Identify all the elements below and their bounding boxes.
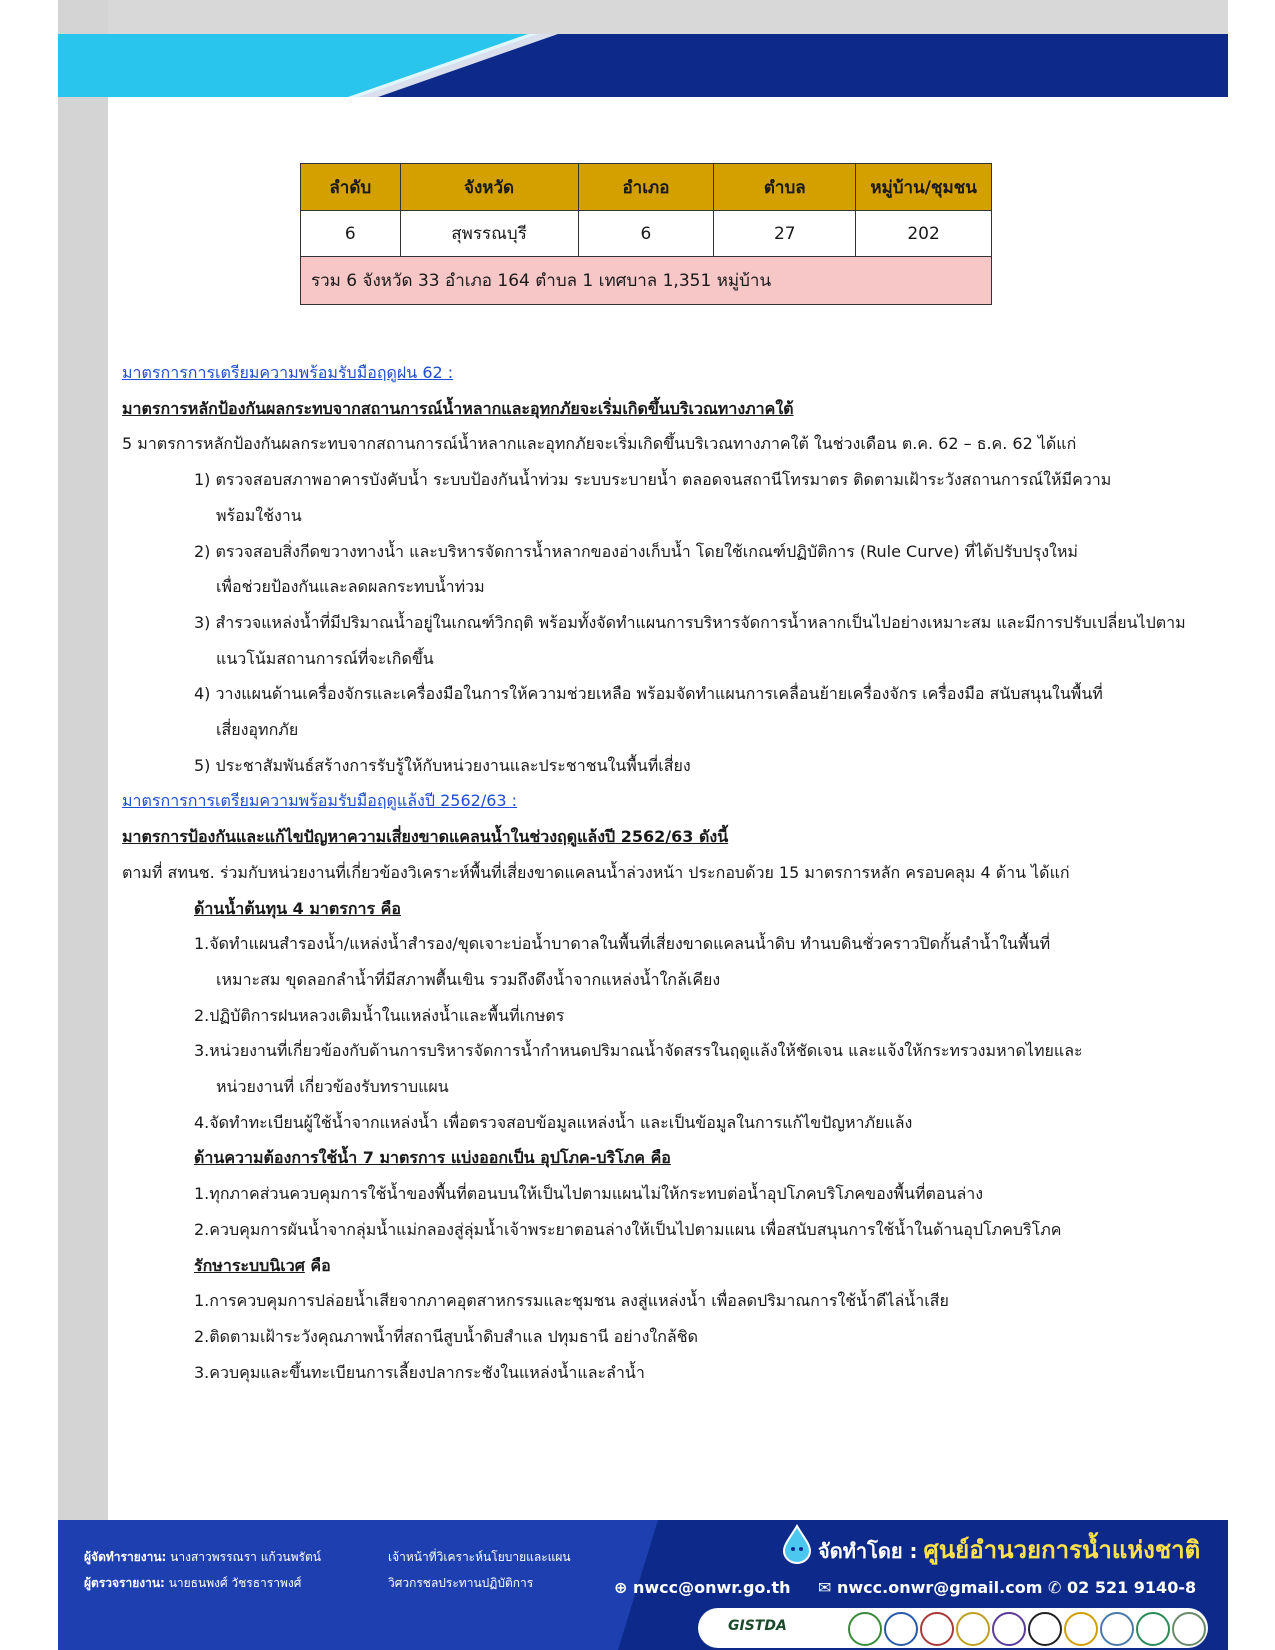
dry-group-2-item-1: 1.ทุกภาคส่วนควบคุมการใช้น้ำของพื้นที่ตอนบนให้เป็นไปตามแผนไม่ให้กระทบต่อน้ำอุปโภคบริโภคของพื้นที่ตอนล่าง	[194, 1184, 984, 1204]
col-header-subdistrict: ตำบล	[714, 164, 856, 211]
partner-logo-5	[992, 1612, 1026, 1646]
dry-group-2-title: ด้านความต้องการใช้น้ำ 7 มาตรการ แบ่งออกเป็น อุปโภค-บริโภค คือ	[194, 1148, 671, 1168]
mail-icon: ✉	[818, 1578, 832, 1597]
cell-subdistrict: 27	[714, 211, 856, 257]
left-gray-margin	[58, 0, 108, 1650]
cell-order: 6	[301, 211, 401, 257]
rainy-intro: 5 มาตรการหลักป้องกันผลกระทบจากสถานการณ์น้ำหลากและอุทกภัยจะเริ่มเกิดขึ้นบริเวณทางภาคใต้ ในช่วงเดือน ต.ค. 62 – ธ.ค. 62 ได้แก่	[122, 434, 1077, 454]
checker-role: วิศวกรชลประทานปฏิบัติการ	[388, 1576, 534, 1590]
table-row	[301, 211, 992, 257]
cell-total: รวม 6 จังหวัด 33 อำเภอ 164 ตำบล 1 เทศบาล 1,351 หมู่บ้าน	[301, 257, 992, 305]
rainy-item-1: 1) ตรวจสอบสภาพอาคารบังคับน้ำ ระบบป้องกันน้ำท่วม ระบบระบายน้ำ ตลอดจนสถานีโทรมาตร ติดตามเฝ้าระวังสถานการณ์ให้มีความ	[194, 470, 1112, 490]
rainy-item-4-cont: เสี่ยงอุทกภัย	[216, 720, 299, 740]
brand-title: จัดทำโดย : ศูนย์อำนวยการน้ำแห่งชาติ	[818, 1536, 1201, 1564]
email-secondary[interactable]: ✉ nwcc.onwr@gmail.com	[818, 1578, 1043, 1597]
rainy-heading: มาตรการการเตรียมความพร้อมรับมือฤดูฝน 62 :	[122, 363, 454, 382]
rainy-item-1-cont: พร้อมใช้งาน	[216, 505, 302, 525]
checker-line: ผู้ตรวจรายงาน: นายธนพงศ์ วัชรธาราพงศ์	[84, 1576, 302, 1590]
rainy-item-4: 4) วางแผนด้านเครื่องจักรและเครื่องมือในการให้ความช่วยเหลือ พร้อมจัดทำแผนการเคลื่อนย้ายเครื่องจักร เครื่องมือ สนับสนุนในพื้นที่	[194, 684, 1103, 704]
rainy-item-2-cont: เพื่อช่วยป้องกันและลดผลกระทบน้ำท่วม	[216, 577, 485, 597]
partner-logo-1	[848, 1612, 882, 1646]
col-header-village: หมู่บ้าน/ชุมชน	[856, 164, 992, 211]
dry-group-3-item-3: 3.ควบคุมและขึ้นทะเบียนการเลี้ยงปลากระชังในแหล่งน้ำและลำน้ำ	[194, 1362, 645, 1382]
partner-logo-9	[1136, 1612, 1170, 1646]
summary-table	[300, 163, 992, 305]
table-header-row	[301, 164, 992, 211]
col-header-district: อำเภอ	[578, 164, 714, 211]
rainy-item-3: 3) สำรวจแหล่งน้ำที่มีปริมาณน้ำอยู่ในเกณฑ์วิกฤติ พร้อมทั้งจัดทำแผนการบริหารจัดการน้ำหลากเป็นไปอย่างเหมาะสม และมีการปรับเปลี่ยนไปตาม	[194, 612, 1186, 632]
reporter-line: ผู้จัดทำรายงาน: นางสาวพรรณรา แก้วนพรัตน์	[84, 1550, 321, 1564]
dry-group-3-item-1: 1.การควบคุมการปล่อยน้ำเสียจากภาคอุตสาหกรรมและชุมชน ลงสู่แหล่งน้ำ เพื่อลดปริมาณการใช้น้ำดีไล่น้ำเสีย	[194, 1291, 949, 1311]
email-primary[interactable]: ⊕ nwcc@onwr.go.th	[614, 1578, 791, 1597]
dry-group-1-item-3: 3.หน่วยงานที่เกี่ยวข้องกับด้านการบริหารจัดการน้ำกำหนดปริมาณน้ำจัดสรรในฤดูแล้งให้ชัดเจน และแจ้งให้กระทรวงมหาดไทยและ	[194, 1041, 1083, 1061]
rainy-item-3-cont: แนวโน้มสถานการณ์ที่จะเกิดขึ้น	[216, 648, 434, 668]
water-drop-icon	[780, 1524, 814, 1564]
dry-group-3-title: รักษาระบบนิเวศ คือ	[194, 1255, 331, 1275]
cell-village: 202	[856, 211, 992, 257]
dry-intro: ตามที่ สทนช. ร่วมกับหน่วยงานที่เกี่ยวข้องวิเคราะห์พื้นที่เสี่ยงขาดแคลนน้ำล่วงหน้า ประกอบด้วย 15 มาตรการหลัก ครอบคลุม 4 ด้าน ได้แก่	[122, 862, 1070, 882]
reporter-role: เจ้าหน้าที่วิเคราะห์นโยบายและแผน	[388, 1550, 571, 1564]
partner-logo-8	[1100, 1612, 1134, 1646]
col-header-province: จังหวัด	[400, 164, 578, 211]
col-header-order: ลำดับ	[301, 164, 401, 211]
dry-group-1-item-2: 2.ปฏิบัติการฝนหลวงเติมน้ำในแหล่งน้ำและพื้นที่เกษตร	[194, 1005, 565, 1025]
dry-group-1-item-3-cont: หน่วยงานที่ เกี่ยวข้องรับทราบแผน	[216, 1077, 449, 1097]
document-content	[122, 355, 1186, 1390]
partner-logo-6	[1028, 1612, 1062, 1646]
gistda-logo: GISTDA	[728, 1618, 787, 1634]
dry-heading: มาตรการการเตรียมความพร้อมรับมือฤดูแล้งปี 2562/63 :	[122, 791, 518, 811]
dry-group-1-item-4: 4.จัดทำทะเบียนผู้ใช้น้ำจากแหล่งน้ำ เพื่อตรวจสอบข้อมูลแหล่งน้ำ และเป็นข้อมูลในการแก้ไขปัญหาภัยแล้ง	[194, 1112, 913, 1132]
phone-icon: ✆	[1048, 1578, 1062, 1597]
partner-logo-2	[884, 1612, 918, 1646]
dry-subheading: มาตรการป้องกันและแก้ไขปัญหาความเสี่ยงขาดแคลนน้ำในช่วงฤดูแล้งปี 2562/63 ดังนี้	[122, 827, 729, 847]
dry-group-1-item-1: 1.จัดทำแผนสำรองน้ำ/แหล่งน้ำสำรอง/ขุดเจาะบ่อน้ำบาดาลในพื้นที่เสี่ยงขาดแคลนน้ำดิบ ทำนบดินชั่วคราวปิดกั้นลำน้ำในพื้นที่	[194, 934, 1051, 954]
phone-number[interactable]: ✆ 02 521 9140-8	[1048, 1578, 1197, 1597]
partner-logo-7	[1064, 1612, 1098, 1646]
partner-logo-3	[920, 1612, 954, 1646]
footer	[58, 1520, 1228, 1650]
top-gray-bar	[58, 0, 1228, 34]
rainy-subheading: มาตรการหลักป้องกันผลกระทบจากสถานการณ์น้ำหลากและอุทกภัยจะเริ่มเกิดขึ้นบริเวณทางภาคใต้	[122, 398, 794, 418]
dry-group-3-item-2: 2.ติดตามเฝ้าระวังคุณภาพน้ำที่สถานีสูบน้ำดิบสำแล ปทุมธานี อย่างใกล้ชิด	[194, 1326, 698, 1346]
dry-group-2-item-2: 2.ควบคุมการผันน้ำจากลุ่มน้ำแม่กลองสู่ลุ่มน้ำเจ้าพระยาตอนล่างให้เป็นไปตามแผน เพื่อสนับสนุนการใช้น้ำในด้านอุปโภคบริโภค	[194, 1219, 1062, 1239]
cell-district: 6	[578, 211, 714, 257]
table-total-row	[301, 257, 992, 305]
cell-province: สุพรรณบุรี	[400, 211, 578, 257]
header-band	[58, 34, 1228, 97]
dry-group-1-title: ด้านน้ำต้นทุน 4 มาตรการ คือ	[194, 898, 401, 918]
partner-logo-10	[1172, 1612, 1206, 1646]
partner-logo-4	[956, 1612, 990, 1646]
partner-logos	[698, 1608, 1208, 1648]
rainy-item-5: 5) ประชาสัมพันธ์สร้างการรับรู้ให้กับหน่วยงานและประชาชนในพื้นที่เสี่ยง	[194, 755, 691, 775]
globe-icon: ⊕	[614, 1578, 628, 1597]
rainy-item-2: 2) ตรวจสอบสิ่งกีดขวางทางน้ำ และบริหารจัดการน้ำหลากของอ่างเก็บน้ำ โดยใช้เกณฑ์ปฏิบัติการ (Rule Curve) ที่ได้ปรับปรุงใหม่	[194, 541, 1078, 561]
dry-group-1-item-1-cont: เหมาะสม ขุดลอกลำน้ำที่มีสภาพตื้นเขิน รวมถึงดึงน้ำจากแหล่งน้ำใกล้เคียง	[216, 969, 721, 989]
